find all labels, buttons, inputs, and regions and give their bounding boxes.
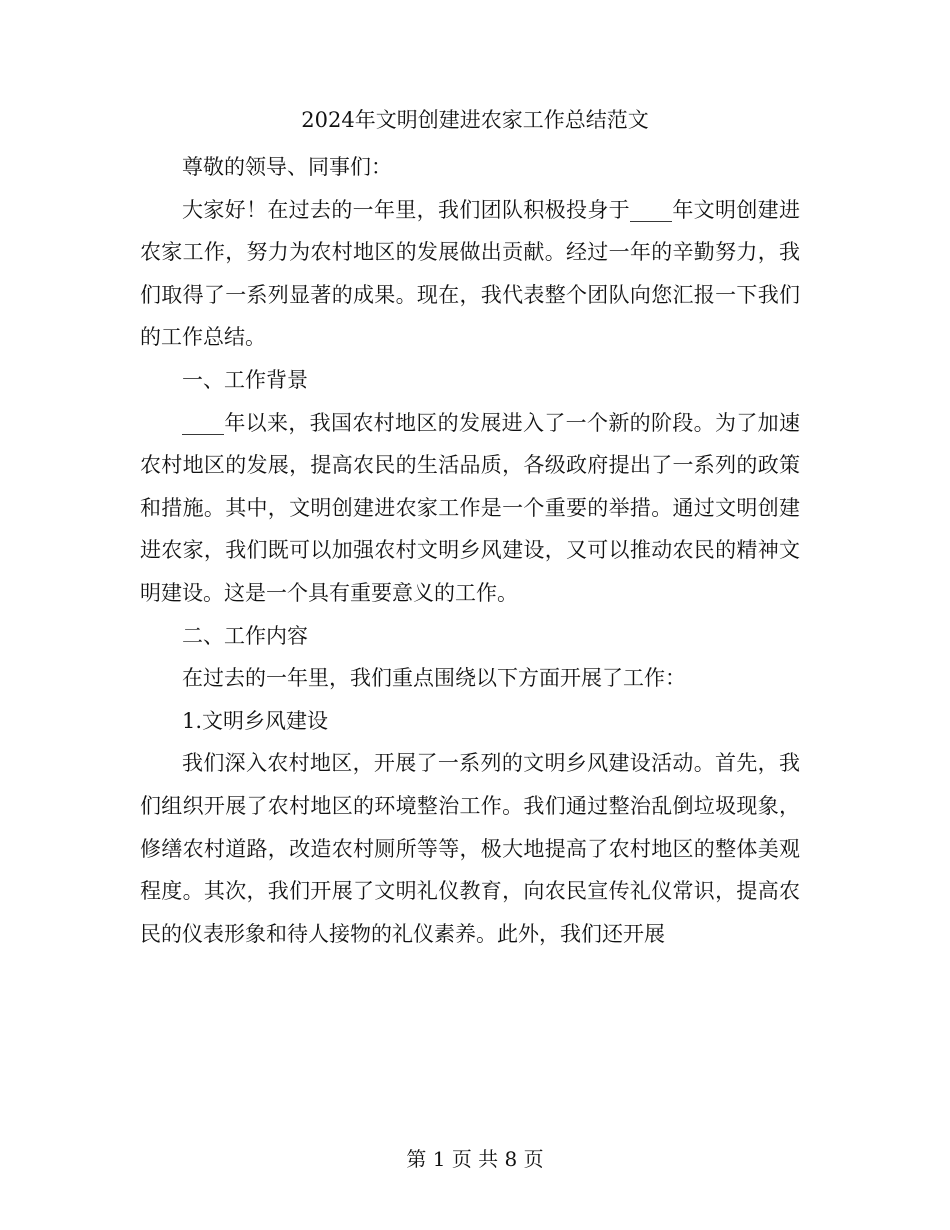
section-heading: 一、工作背景 [182,367,308,392]
body-paragraph: ____年以来，我国农村地区的发展进入了一个新的阶段。为了加速农村地区的发展，提高农民的生活品质，各级政府提出了一系列的政策和措施。其中，文明创建进农家工作是一个重要的举措。通过文明创建进农家，我们既可以加强农村文明乡风建设，又可以推动农民的精神文明建设。这是一个具有重要意义的工作。 [140,410,800,605]
document-body [140,146,800,955]
body-paragraph: 大家好！在过去的一年里，我们团队积极投身于____年文明创建进农家工作，努力为农村地区的发展做出贡献。经过一年的辛勤努力，我们取得了一系列显著的成果。现在，我代表整个团队向您汇报一下我们的工作总结。 [140,197,800,350]
salutation-paragraph: 尊敬的领导、同事们： [182,155,392,179]
body-paragraph: 在过去的一年里，我们重点围绕以下方面开展了工作： [182,666,686,691]
page-footer: 第 1 页 共 8 页 [406,1147,544,1171]
section-heading: 二、工作内容 [182,623,308,648]
subsection-heading: 1.文明乡风建设 [182,708,329,733]
document-title: 2024年文明创建进农家工作总结范文 [301,108,649,132]
body-paragraph: 我们深入农村地区，开展了一系列的文明乡风建设活动。首先，我们组织开展了农村地区的环境整治工作。我们通过整治乱倒垃圾现象，修缮农村道路，改造农村厕所等等，极大地提高了农村地区的整体美观程度。其次，我们开展了文明礼仪教育，向农民宣传礼仪常识，提高农民的仪表形象和待人接物的礼仪素养。此外，我们还开展 [140,751,800,946]
